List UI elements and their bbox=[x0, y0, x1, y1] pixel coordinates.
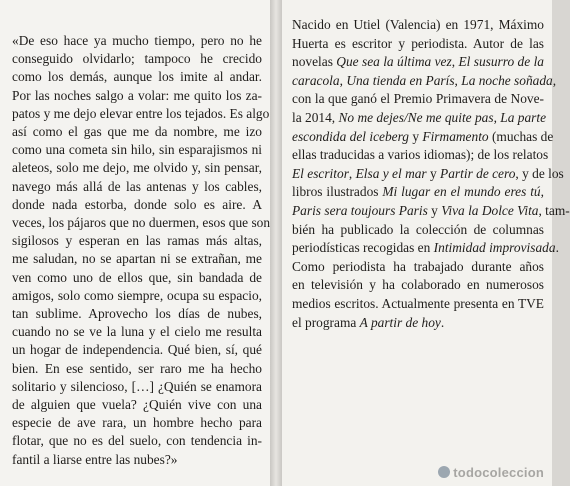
left-line: cuando no se ve la luna y el cielo me resulta bbox=[12, 324, 262, 340]
right-line: Paris sera toujours Paris y Viva la Dolce Vita, tam- bbox=[292, 202, 570, 218]
right-page-text bbox=[292, 16, 570, 332]
right-line: con la que ganó el Premio Primavera de Nove- bbox=[292, 91, 544, 107]
left-line: como los demás, aunque los imite al andar. bbox=[12, 69, 262, 85]
right-line: libros ilustrados Mi lugar en el mundo eres tú, bbox=[292, 184, 544, 200]
left-line: un hogar de independencia. Qué bien, sí, qué bbox=[12, 342, 262, 358]
left-line: «De eso hace ya mucho tiempo, pero no he bbox=[12, 33, 262, 48]
watermark bbox=[438, 465, 544, 480]
right-line: novelas Que sea la última vez, El susurro de la bbox=[292, 54, 544, 70]
right-line: la 2014, No me dejes/Ne me quite pas, La parte bbox=[292, 109, 547, 125]
left-line: patos y me dejo elevar entre los tejados. Es algo bbox=[12, 105, 270, 121]
left-line: especie de ave rara, un hombre hecho para bbox=[12, 415, 262, 431]
right-line: escondida del iceberg y Firmamento (muchas de bbox=[292, 128, 554, 144]
right-page bbox=[282, 0, 570, 486]
left-line: aleteos, solo me dejo, me olvido y, sin pensar, bbox=[12, 160, 262, 176]
right-line: medios escritos. Actualmente presenta en TVE bbox=[292, 295, 544, 311]
right-line: Como periodista ha trabajado durante años bbox=[292, 258, 544, 274]
left-line: tan sublime. Aprovecho los días de nubes, bbox=[12, 306, 262, 322]
left-line: amigos, solo como siempre, ocupa su espacio, bbox=[12, 287, 262, 303]
right-line: Huerta es escritor y periodista. Autor de las bbox=[292, 35, 544, 51]
right-line: Nacido en Utiel (Valencia) en 1971, Máximo bbox=[292, 17, 544, 32]
todocoleccion-logo-icon bbox=[438, 466, 450, 478]
right-line: caracola, Una tienda en París, La noche soñada, bbox=[292, 72, 557, 88]
left-page bbox=[0, 0, 270, 486]
left-line: ven como uno de ellos que, sin bandada de bbox=[12, 269, 262, 285]
left-line: bien. En ese sentido, ser raro me ha hecho bbox=[12, 360, 262, 376]
left-line: así como el gas que me da nombre, me izo bbox=[12, 124, 262, 140]
left-line: fantil a liarse entre las nubes?» bbox=[12, 451, 178, 467]
left-line: conseguido olvidarlo; tampoco he crecido bbox=[12, 51, 262, 67]
left-line: donde nada estorba, donde solo es aire. A bbox=[12, 196, 262, 212]
right-line: el programa A partir de hoy. bbox=[292, 314, 445, 330]
right-line: El escritor, Elsa y el mar y Partir de cero, y de los bbox=[292, 165, 564, 181]
book-gutter bbox=[270, 0, 282, 486]
left-line: me saludan, no se apartan ni se extrañan, me bbox=[12, 251, 262, 267]
left-line: como una cometa sin hilo, sin esparajismos ni bbox=[12, 142, 262, 158]
left-line: de alguien que vuela? ¿Quién vive con una bbox=[12, 397, 262, 413]
left-line: veces, los pájaros que no duermen, esos que son bbox=[12, 215, 271, 231]
right-line: ellas traducidas a varios idiomas); de los relatos bbox=[292, 147, 549, 163]
left-line: navego más allá de las antenas y los cables, bbox=[12, 178, 262, 194]
left-line: solitario y silencioso, […] ¿Quién se enamora bbox=[12, 378, 262, 394]
left-page-text bbox=[12, 32, 271, 469]
left-line: Por las noches salgo a volar: me quito los za- bbox=[12, 87, 262, 103]
watermark-text: todocoleccion bbox=[453, 465, 544, 480]
left-line: sigilosos y esperan en las ramas más altas, bbox=[12, 233, 262, 249]
right-line: periodísticas recogidas en Intimidad improvisada. bbox=[292, 240, 559, 256]
left-line: flotar, que no es del suelo, con tendencia in- bbox=[12, 433, 262, 449]
right-line: en televisión y ha colaborado en numerosos bbox=[292, 277, 544, 293]
right-line: bién ha publicado la colección de columnas bbox=[292, 221, 544, 237]
